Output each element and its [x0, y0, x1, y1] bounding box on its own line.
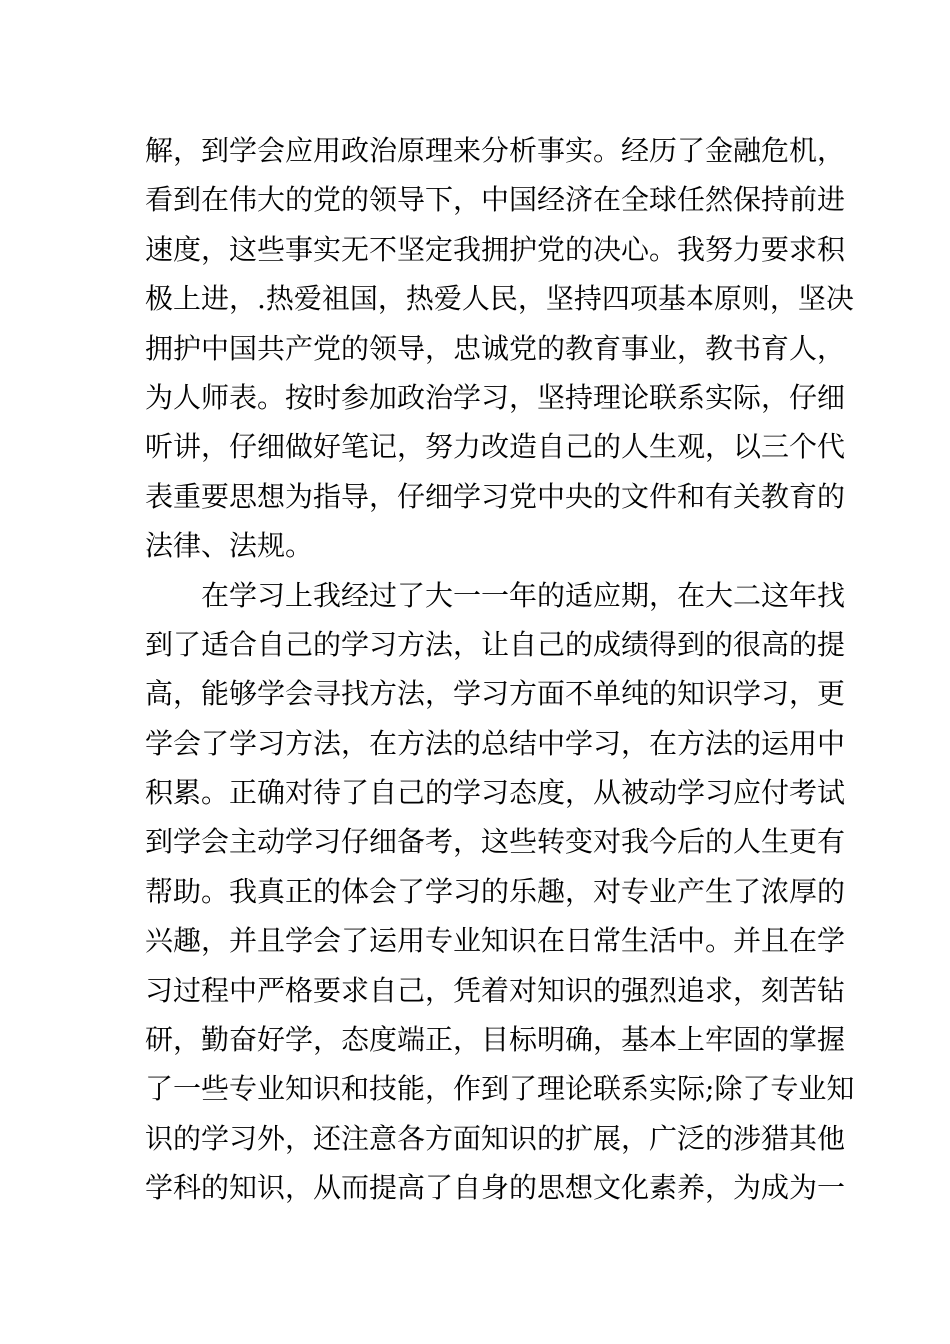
text-line: 学科的知识，从而提高了自身的思想文化素养，为成为一 [145, 1171, 846, 1205]
text-line: 研，勤奋好学，态度端正，目标明确，基本上牢固的掌握 [145, 1023, 846, 1057]
text-line: 解，到学会应用政治原理来分析事实。经历了金融危机， [145, 134, 846, 167]
text-line: 识的学习外，还注意各方面知识的扩展，广泛的涉猎其他 [145, 1121, 846, 1155]
text-line: 到学会主动学习仔细备考，这些转变对我今后的人生更有 [145, 825, 846, 859]
text-line: 表重要思想为指导，仔细学习党中央的文件和有关教育的 [145, 479, 846, 513]
text-line: 极上进，.热爱祖国，热爱人民，坚持四项基本原则，坚决 [145, 282, 854, 316]
document-body [145, 126, 855, 1213]
text-line: 习过程中严格要求自己，凭着对知识的强烈追求，刻苦钻 [145, 973, 846, 1007]
text-line: 高，能够学会寻找方法，学习方面不单纯的知识学习，更 [145, 677, 846, 711]
paragraph-2 [145, 571, 855, 1213]
text-line: 拥护中国共产党的领导，忠诚党的教育事业，教书育人， [145, 331, 846, 365]
text-line: 速度，这些事实无不坚定我拥护党的决心。我努力要求积 [145, 232, 846, 266]
text-line: 听讲，仔细做好笔记，努力改造自己的人生观，以三个代 [145, 430, 846, 464]
text-line: 学会了学习方法，在方法的总结中学习，在方法的运用中 [145, 726, 846, 760]
text-line: 为人师表。按时参加政治学习，坚持理论联系实际，仔细 [145, 380, 846, 414]
text-line: 积累。正确对待了自己的学习态度，从被动学习应付考试 [145, 776, 846, 810]
paragraph-1 [145, 126, 854, 571]
text-line: 帮助。我真正的体会了学习的乐趣，对专业产生了浓厚的 [145, 874, 846, 908]
text-line: 在学习上我经过了大一一年的适应期，在大二这年找 [201, 578, 846, 612]
text-line: 看到在伟大的党的领导下，中国经济在全球任然保持前进 [145, 183, 846, 217]
text-line: 兴趣，并且学会了运用专业知识在日常生活中。并且在学 [145, 924, 846, 958]
text-line: 了一些专业知识和技能，作到了理论联系实际;除了专业知 [145, 1072, 855, 1106]
text-line: 到了适合自己的学习方法，让自己的成绩得到的很高的提 [145, 627, 846, 661]
text-line: 法律、法规。 [145, 529, 314, 563]
